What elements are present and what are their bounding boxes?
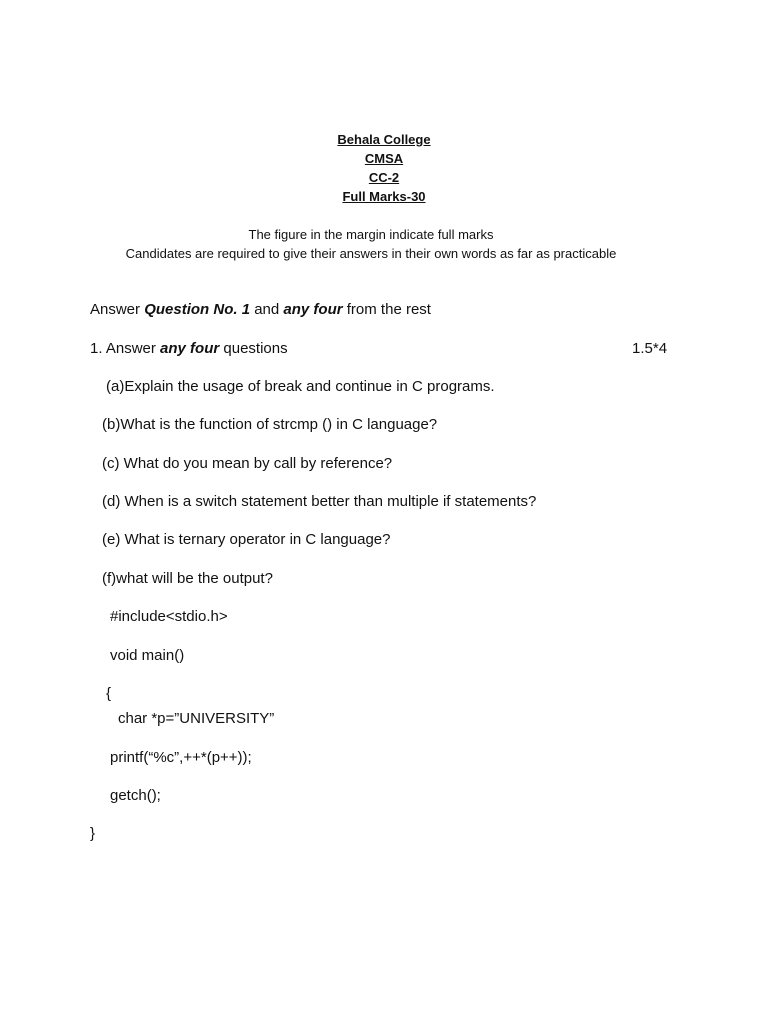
instruction-mid: and [250, 301, 284, 318]
subquestion-e: (e) What is ternary operator in C language? [102, 531, 391, 548]
candidate-note: Candidates are required to give their answers in their own words as far as practicable [125, 246, 617, 261]
college-name: Behala College [337, 132, 431, 147]
code-line-printf: printf(“%c”,++*(p++)); [110, 749, 252, 766]
question-1-any-four: any four [160, 340, 220, 357]
code-line-include: #include<stdio.h> [110, 608, 228, 625]
question-1-heading [90, 340, 288, 357]
answer-instruction [90, 301, 431, 318]
subquestion-d: (d) When is a switch statement better than multiple if statements? [102, 493, 537, 510]
question-1-post: questions [219, 340, 288, 357]
instruction-post: from the rest [342, 301, 431, 318]
paper-code: CC-2 [368, 170, 400, 185]
subquestion-a: (a)Explain the usage of break and continue in C programs. [106, 378, 495, 395]
question-1-pre: 1. Answer [90, 340, 161, 357]
department-name: CMSA [364, 151, 404, 166]
question-1-marks: 1.5*4 [632, 340, 668, 357]
code-line-open-brace: { [106, 685, 112, 702]
instruction-pre: Answer [90, 301, 145, 318]
instruction-any-four: any four [283, 301, 343, 318]
code-line-getch: getch(); [110, 787, 161, 804]
code-line-char-pointer: char *p=”UNIVERSITY” [118, 710, 275, 727]
code-line-close-brace: } [90, 825, 96, 842]
subquestion-f: (f)what will be the output? [102, 570, 273, 587]
subquestion-c: (c) What do you mean by call by reference? [102, 455, 393, 472]
margin-note: The figure in the margin indicate full marks [248, 227, 494, 242]
full-marks: Full Marks-30 [342, 189, 426, 204]
subquestion-b: (b)What is the function of strcmp () in C language? [102, 416, 438, 433]
code-line-main: void main() [110, 647, 185, 664]
instruction-question-1: Question No. 1 [144, 301, 251, 318]
